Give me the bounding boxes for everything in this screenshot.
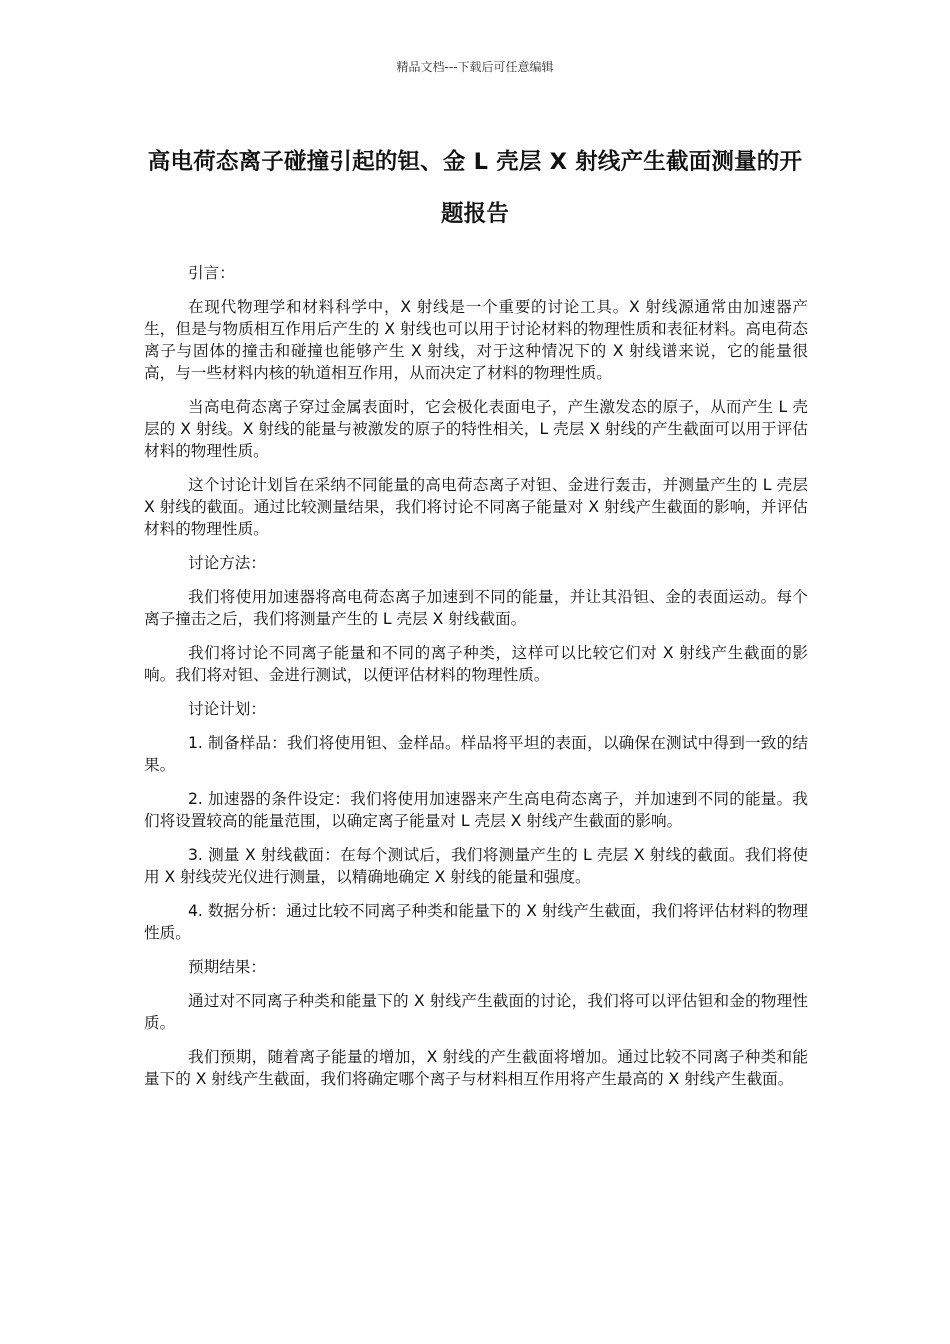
- paragraph-intro-3: 这个讨论计划旨在采纳不同能量的高电荷态离子对钽、金进行轰击，并测量产生的 L 壳层 X 射线的截面。通过比较测量结果，我们将讨论不同离子能量对 X 射线产生截面的影响，并评估材料的物理性质。: [144, 476, 808, 538]
- plan-item-3: 3. 测量 X 射线截面：在每个测试后，我们将测量产生的 L 壳层 X 射线的截面。我们将使用 X 射线荧光仪进行测量，以精确地确定 X 射线的能量和强度。: [144, 846, 808, 886]
- plan-item-4: 4. 数据分析：通过比较不同离子种类和能量下的 X 射线产生截面，我们将评估材料的物理性质。: [144, 902, 808, 942]
- paragraph-intro-2: 当高电荷态离子穿过金属表面时，它会极化表面电子，产生激发态的原子，从而产生 L 壳层的 X 射线。X 射线的能量与被激发的原子的特性相关，L 壳层 X 射线的产生截面可以用于评估材料的物理性质。: [144, 398, 808, 460]
- document-body: [144, 262, 808, 1102]
- paragraph-intro-1: 在现代物理学和材料科学中，X 射线是一个重要的讨论工具。X 射线源通常由加速器产生，但是与物质相互作用后产生的 X 射线也可以用于讨论材料的物理性质和表征材料。高电荷态离子与固体的撞击和碰撞也能够产生 X 射线，对于这种情况下的 X 射线谱来说，它的能量很高，与一些材料内核的轨道相互作用，从而决定了材料的物理性质。: [144, 298, 808, 382]
- paragraph-method-2: 我们将讨论不同离子能量和不同的离子种类，这样可以比较它们对 X 射线产生截面的影响。我们将对钽、金进行测试，以便评估材料的物理性质。: [144, 644, 808, 684]
- paragraph-method-1: 我们将使用加速器将高电荷态离子加速到不同的能量，并让其沿钽、金的表面运动。每个离子撞击之后，我们将测量产生的 L 壳层 X 射线截面。: [144, 588, 808, 628]
- section-label-results: 预期结果：: [188, 958, 266, 976]
- header-note: 精品文档---下载后可任意编辑: [396, 60, 554, 74]
- plan-item-2: 2. 加速器的条件设定：我们将使用加速器来产生高电荷态离子，并加速到不同的能量。我们将设置较高的能量范围，以确定离子能量对 L 壳层 X 射线产生截面的影响。: [144, 790, 808, 830]
- plan-item-1: 1. 制备样品：我们将使用钽、金样品。样品将平坦的表面，以确保在测试中得到一致的结果。: [144, 734, 808, 774]
- section-label-intro: 引言：: [188, 264, 235, 282]
- section-label-plan: 讨论计划：: [188, 700, 266, 718]
- document-title: 高电荷态离子碰撞引起的钽、金 L 壳层 X 射线产生截面测量的开题报告: [147, 149, 803, 227]
- paragraph-results-2: 我们预期，随着离子能量的增加，X 射线的产生截面将增加。通过比较不同离子种类和能量下的 X 射线产生截面，我们将确定哪个离子与材料相互作用将产生最高的 X 射线产生截面。: [144, 1048, 808, 1088]
- section-label-method: 讨论方法：: [188, 554, 266, 572]
- paragraph-results-1: 通过对不同离子种类和能量下的 X 射线产生截面的讨论，我们将可以评估钽和金的物理性质。: [144, 992, 808, 1032]
